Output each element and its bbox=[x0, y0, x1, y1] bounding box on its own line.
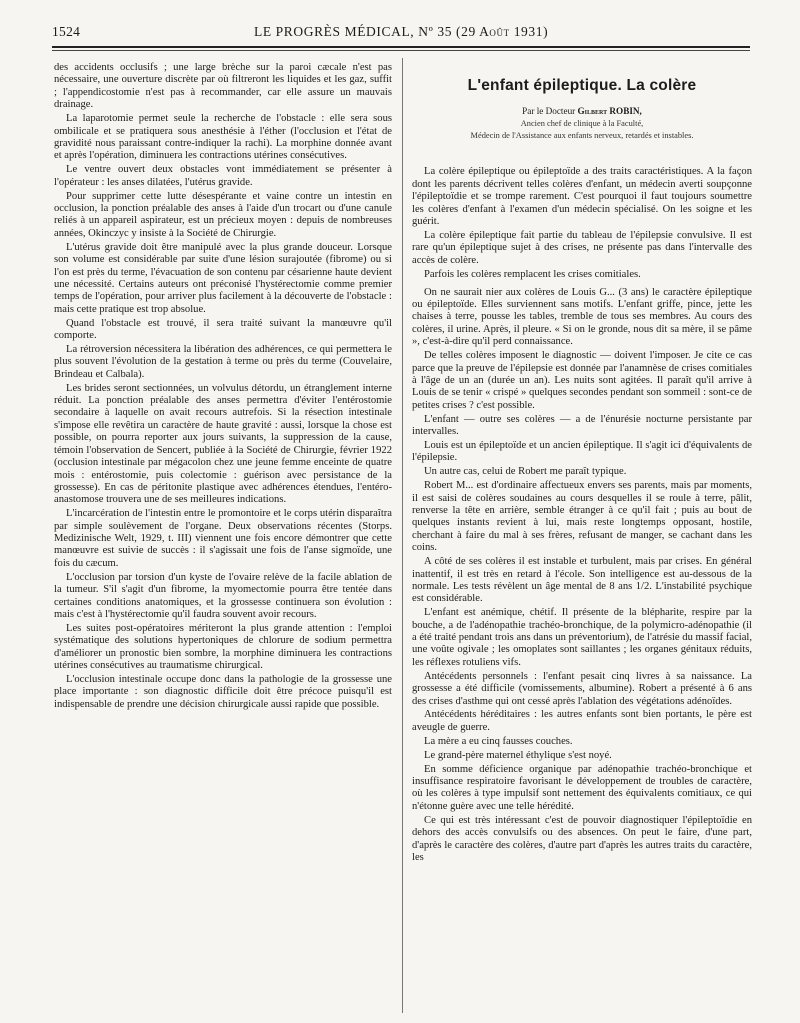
paragraph: Antécédents héréditaires : les autres enfants sont bien portants, le père est aveugle de guerre. bbox=[412, 709, 752, 733]
paragraph: des accidents occlusifs ; une large brèche sur la paroi cæcale n'est pas nécessaire, une ouverture discrète par où filtreront les liquides et les gaz, suffit ; l'appendicostomie n'est pas à recommander, car elle assure un mauvais drainage. bbox=[54, 62, 392, 111]
author-name: Gilbert ROBIN, bbox=[577, 106, 642, 117]
byline-prefix: Par le Docteur bbox=[522, 106, 576, 117]
affiliation-line: Ancien chef de clinique à la Faculté, bbox=[520, 119, 644, 129]
paragraph: L'enfant — outre ses colères — a de l'énurésie nocturne persistante par intervalles. bbox=[412, 413, 752, 438]
left-column bbox=[54, 62, 392, 713]
paragraph: La colère épileptique fait partie du tableau de l'épilepsie convulsive. Il est rare qu'un épileptique sujet à des crises, ne présente pas dans l'intervalle des accès de colère. bbox=[412, 229, 752, 266]
paragraph: L'enfant est anémique, chétif. Il présente de la blépharite, respire par la bouche, a de l'adénopathie trachéo-bronchique, de la polymicro-adénopathie (il a été traité pendant trois ans dans un préventorium), de l'atrésie du massif facial, une voûte ogivale ; les omoplates sont saillantes ; les organes génitaux réduits, les réflexes rotuliens vifs. bbox=[412, 607, 752, 668]
header-rule-thin bbox=[52, 50, 750, 51]
paragraph: La laparotomie permet seule la recherche de l'obstacle : elle sera sous ombilicale et se pratiquera sous anesthésie à l'éther (l'occlusion et l'état de gravidité nous paraissant contre-indiquer la rachi). La morphine donnée avant et après l'opération, diminuera les contractions utérines consécutives. bbox=[54, 113, 392, 162]
byline bbox=[412, 106, 752, 118]
paragraph: La mère a eu cinq fausses couches. bbox=[424, 735, 573, 747]
affiliation-line: Médecin de l'Assistance aux enfants nerveux, retardés et instables. bbox=[470, 130, 694, 140]
paragraph: Parfois les colères remplacent les crises comitiales. bbox=[424, 268, 641, 280]
paragraph: L'incarcération de l'intestin entre le promontoire et le corps utérin disparaîtra par simple soulèvement de l'organe. Deux observations récentes (Storps. Medizinische Welt, 1929, t. III) viennent une fois encore démontrer que cette manœuvre est suivie de succès : il s'agissait une fois de l'anse sigmoïde, une fois du cæcum. bbox=[54, 508, 392, 569]
running-header bbox=[52, 24, 750, 44]
paragraph: L'occlusion intestinale occupe donc dans la pathologie de la grossesse une place importante : son diagnostic difficile doit être précoce puisqu'il est indispensable de prendre une décision chirurgicale aussi rapide que possible. bbox=[54, 674, 392, 710]
article-title: L'enfant épileptique. La colère bbox=[467, 77, 697, 94]
paragraph: Le ventre ouvert deux obstacles vont immédiatement se présenter à l'opérateur : les anses dilatées, l'utérus gravide. bbox=[54, 164, 392, 188]
paragraph: Ce qui est très intéressant c'est de pouvoir diagnostiquer l'épileptoïdie en dehors des accès convulsifs ou des absences. On peut le faire, d'une part, d'après le caractère des colères, d'autre part d'après les autres traits du caractère, les bbox=[412, 814, 752, 863]
page-number: 1524 bbox=[52, 24, 81, 39]
paragraph: L'utérus gravide doit être manipulé avec la plus grande douceur. Lorsque son volume est considérable par suite d'une lésion surajoutée (fibrome) ou si l'on est près du terme, l'évacuation de son contenu par césarienne haute devient une nécessité. Certains auteurs ont préconisé l'hystérectomie comme premier temps de l'opération, pour arriver plus facilement à la découverte de l'obstacle : mais cette pratique est trop absolue. bbox=[54, 241, 392, 315]
paragraph: Robert M... est d'ordinaire affectueux envers ses parents, mais par moments, il est saisi de colères soudaines au cours desquelles il se roule à terre, pâlit, renverse la tête en arrière, semble étranger à ce qu'il fait ; puis au bout de quelques instants revient à lui, mais reste longtemps opposant, hostile, cherchant à faire du mal à ses frères, refusant de manger, se cachant dans les coins. bbox=[412, 480, 752, 554]
paragraph: Les suites post-opératoires mériteront la plus grande attention : l'emploi systématique des solutions hypertoniques de chlorure de sodium permettra d'améliorer un pronostic bien sombre, la morphine diminuera les contractions utérines consécutives au traumatisme chirurgical. bbox=[54, 622, 392, 672]
right-column bbox=[412, 62, 752, 866]
paragraph: A côté de ses colères il est instable et turbulent, mais par crises. En général inattentif, il est très en retard à l'école. Son intelligence est au-dessous de la normale. Les tests révèlent un âge mental de 8 ans 1/2. L'instabilité psychique est considérable. bbox=[412, 556, 752, 605]
paragraph: La rétroversion nécessitera la libération des adhérences, ce qui permettera le plus souvent l'évolution de la gestation à terme ou près du terme (Couvelaire, Brindeau et Calbala). bbox=[54, 343, 392, 380]
paragraph: Le grand-père maternel éthylique s'est noyé. bbox=[424, 749, 612, 761]
paragraph: Un autre cas, celui de Robert me paraît typique. bbox=[424, 466, 627, 478]
paragraph: La colère épileptique ou épileptoïde a des traits caractéristiques. A la façon dont les parents décrivent telles colères d'enfant, un médecin averti soupçonne l'épileptoïdie et se trompe rarement. C'est pourquoi il faut toujours soumettre les colères d'enfant à l'examen d'un médecin spécialisé. On les soigne et les guérit. bbox=[412, 166, 752, 228]
header-rule bbox=[52, 46, 750, 48]
paragraph: Pour supprimer cette lutte désespérante et vaine contre un intestin en occlusion, la ponction préalable des anses à l'aide d'un trocart ou d'une canule reliés à un appareil aspirateur, est un précieux moyen : depuis de nombreuses années, Okinczyc y insiste à la Société de Chirurgie. bbox=[54, 190, 392, 239]
paragraph: On ne saurait nier aux colères de Louis G... (3 ans) le caractère épileptique ou épileptoïde. Elles surviennent sans motifs. L'enfant griffe, pince, jette les chaises à terre, pousse les tables, tremble de tous ses membres. Au cours des colères, il urine. Après, il pleure. « Si on le gronde, nous dit sa mère, il se pâme », c'est-à-dire qu'il perd connaissance. bbox=[412, 286, 752, 348]
paragraph: L'occlusion par torsion d'un kyste de l'ovaire relève de la facile ablation de la tumeur. S'il s'agit d'un fibrome, la myomectomie pourra être tentée dans certaines conditions anatomiques, et la grossesse continuera son évolution : mais c'est à l'hystérectomie qu'il faudra souvent avoir recours. bbox=[54, 571, 392, 620]
paragraph: Quand l'obstacle est trouvé, il sera traité suivant la manœuvre qu'il comporte. bbox=[54, 317, 392, 342]
column-divider bbox=[402, 58, 403, 1013]
paragraph: Antécédents personnels : l'enfant pesait cinq livres à sa naissance. La grossesse a été difficile (vomissements, albumine). Robert a présenté à 6 ans des crises d'asthme qui ont cessé après l'ablation des végétations adénoïdes. bbox=[412, 670, 752, 707]
paragraph: En somme déficience organique par adénopathie trachéo-bronchique et insuffisance respiratoire favorisant le développement de troubles de caractère, où les colères à type impulsif sont nettement des équivalents comitiaux, ce qui n'étonne guère avec une telle hérédité. bbox=[412, 763, 752, 812]
journal-title: LE PROGRÈS MÉDICAL, Nº 35 (29 Août 1931) bbox=[254, 24, 549, 39]
paragraph: De telles colères imposent le diagnostic — doivent l'imposer. Je cite ce cas parce que la preuve de l'épilepsie est donnée par l'anamnèse de crises comitiales à l'âge de un an (durée un an). Les nuits sont agitées. Il paraît qu'il arrive à Louis de se tenir « crispé » quelques secondes pendant son sommeil : sont-ce de petites crises ? c'est possible. bbox=[412, 350, 752, 411]
paragraph: Les brides seront sectionnées, un volvulus détordu, un étranglement interne réduit. La ponction préalable des anses permettra d'éviter l'entérostomie secondaire à laquelle on avait recours autrefois. Si la résection intestinale s'impose elle revêtira un caractère de haute gravité : aussi, lorsque la chose est possible, on pourra reporter aux jours suivants, la suppression de la cause, témoin l'observation de Sencert, publiée à la Société de Chirurgie, février 1922 (occlusion intestinale par mégacolon chez une jeune femme enceinte de quatre mois : entérostomie, puis colectomie : guérison avec persistance de la grossesse). En cas de péritonite plastique avec adhérences étendues, l'entéro-anastomose trouvera une de ses meilleures indications. bbox=[54, 382, 392, 506]
paragraph: Louis est un épileptoïde et un ancien épileptique. Il s'agit ici d'équivalents de l'épilepsie. bbox=[412, 439, 752, 464]
